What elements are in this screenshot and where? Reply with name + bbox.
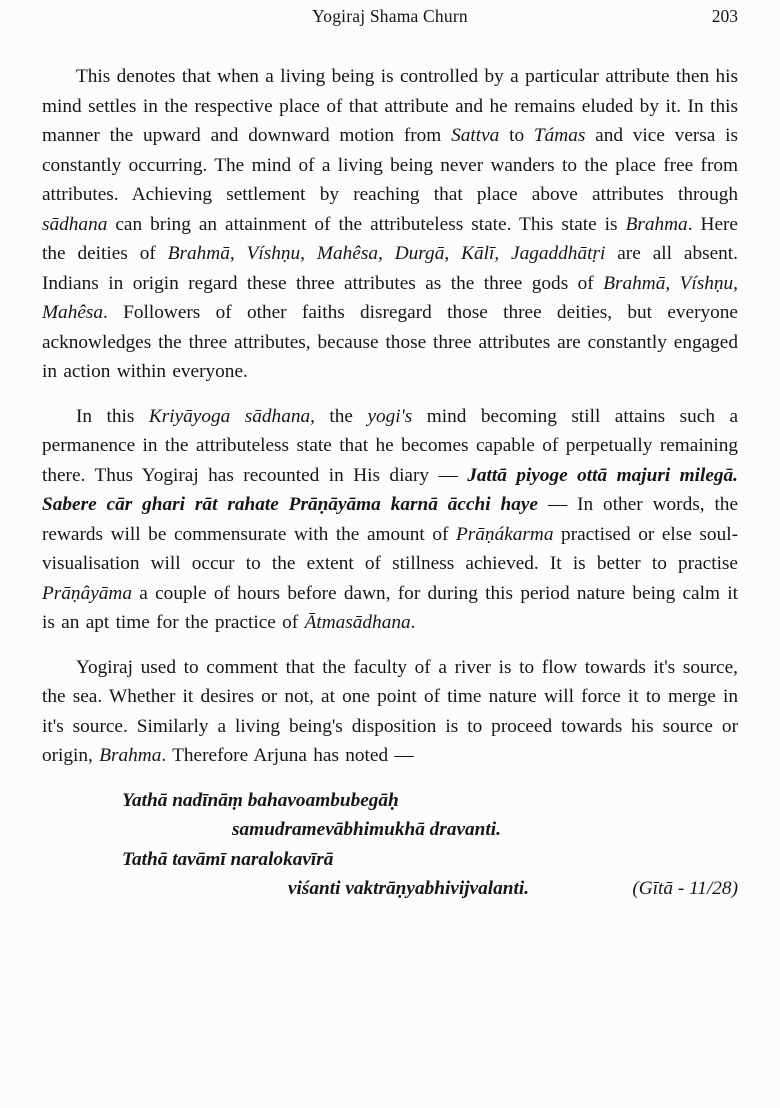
text-segment: . bbox=[410, 612, 416, 633]
text-segment: and vice versa is constantly occurring. The mind of a living being never wanders to the place free from attributes. Achieving settlement by reaching that place above attributes through bbox=[42, 125, 739, 205]
verse-line bbox=[42, 845, 738, 875]
page-number: 203 bbox=[711, 6, 738, 26]
text-segment: . Therefore Arjuna has noted — bbox=[161, 745, 414, 766]
text-segment: . Here the deities of bbox=[42, 213, 738, 264]
paragraphs-container bbox=[42, 62, 738, 771]
paragraph bbox=[42, 402, 738, 638]
text-segment: practised or else soul-visualisation will occur to the extent of stillness achieved. It is better to practise bbox=[42, 523, 738, 574]
text-segment: mind becoming still attains such a permanence in the attributeless state that he becomes capable of perpetually remaining there. Thus Yogiraj has recounted in His diary — bbox=[42, 405, 738, 486]
text-segment: Yogiraj used to comment that the faculty of a river is to flow towards it's source, the sea. Whether it desires or not, at one point of time nature will force it to merge in it's source. Similarly a living being's disposition is to proceed towards his source or origin, bbox=[42, 656, 738, 766]
text-segment: Sattva bbox=[451, 125, 500, 146]
text-segment: are all absent. Indians in origin regard these three attributes as the three gods of bbox=[42, 243, 738, 294]
verse-text: samudramevābhimukhā dravanti. bbox=[232, 819, 501, 840]
text-segment: Prāṇákarma bbox=[456, 523, 554, 545]
running-title: Yogiraj Shama Churn bbox=[312, 6, 468, 26]
text-segment: a couple of hours before dawn, for during this period nature being calm it is an apt time for the practice of bbox=[42, 582, 738, 633]
text-segment: Prāṇâyāma bbox=[42, 582, 132, 604]
text-segment: In this bbox=[76, 405, 149, 427]
text-segment: Brahmā, Víshṇu, Mahêsa, Durgā, Kālī, Jagaddhātṛi bbox=[167, 243, 606, 264]
text-segment: to bbox=[499, 125, 534, 146]
text-segment: yogi's bbox=[367, 405, 413, 427]
text-segment: Brahma bbox=[99, 745, 162, 766]
verse-block bbox=[42, 786, 738, 904]
verse-text: viśanti vaktrāṇyabhivijvalanti. bbox=[288, 878, 530, 899]
text-segment: Ātmasādhana bbox=[304, 612, 411, 633]
text-segment: can bring an attainment of the attributeless state. This state is bbox=[107, 213, 626, 235]
paragraph bbox=[42, 62, 738, 387]
verse-text: Tathā tavāmī naralokavīrā bbox=[122, 848, 334, 870]
verse-line bbox=[42, 786, 738, 816]
text-segment: Kriyāyoga sādhana bbox=[148, 405, 311, 427]
verse-text: Yathā nadīnāṃ bahavoambubegāḥ bbox=[122, 789, 399, 811]
text-segment: Brahmā, Víshṇu, Mahêsa bbox=[42, 272, 738, 323]
page-body bbox=[42, 62, 738, 904]
text-segment: Jattā piyoge ottā majuri milegā. Sabere cār ghari rāt rahate Prāṇāyāma karnā ācchi haye bbox=[42, 464, 738, 515]
text-segment: , the bbox=[310, 405, 368, 427]
text-segment: — In other words, the rewards will be commensurate with the amount of bbox=[42, 494, 738, 545]
text-segment: sādhana bbox=[42, 213, 108, 235]
verse-citation: (Gītā - 11/28) bbox=[632, 878, 738, 899]
text-segment: Brahma bbox=[625, 213, 688, 235]
verse-line bbox=[42, 815, 738, 845]
page-header bbox=[42, 6, 738, 32]
text-segment: Támas bbox=[533, 125, 586, 146]
verse-line bbox=[42, 874, 738, 904]
text-segment: This denotes that when a living being is controlled by a particular attribute then his mind settles in the respective place of that attribute and he remains eluded by it. In this manner the upward and downward motion from bbox=[42, 66, 738, 146]
text-segment: . Followers of other faiths disregard those three deities, but everyone acknowledges the three attributes, because those three attributes are constantly engaged in action within everyone. bbox=[42, 302, 738, 382]
paragraph bbox=[42, 653, 738, 771]
